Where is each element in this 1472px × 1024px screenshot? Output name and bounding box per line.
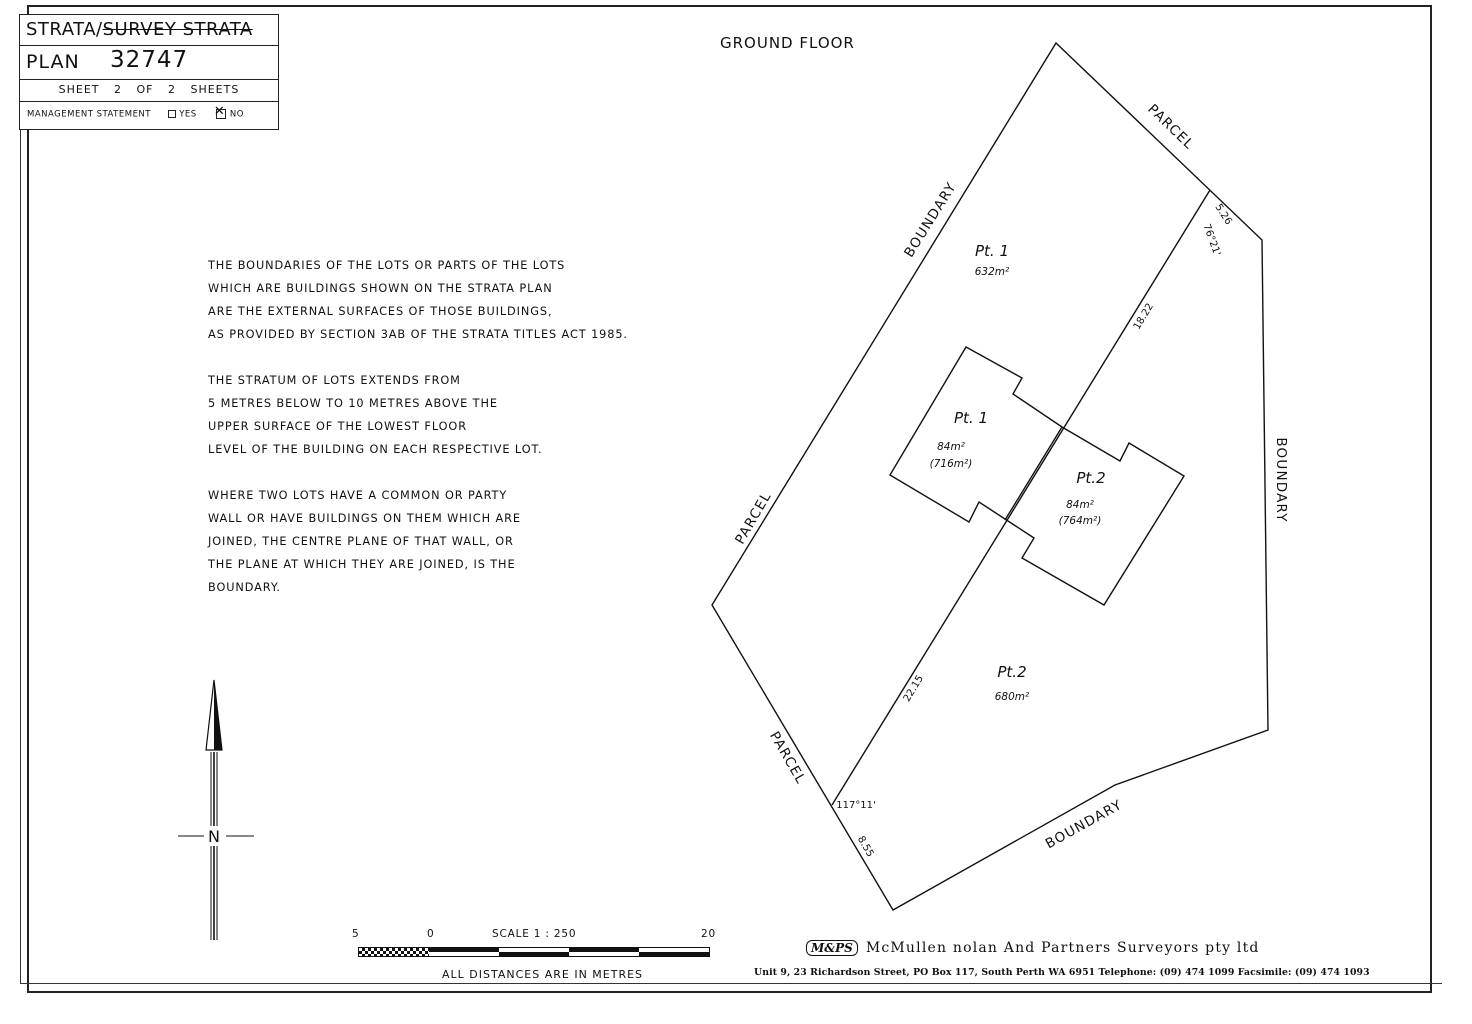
building-outline <box>890 347 1184 605</box>
pt2-land-label: Pt.2 <box>997 663 1027 681</box>
dim-18-22: 18.22 <box>1131 301 1156 332</box>
parcel-label-west: PARCEL <box>732 488 775 548</box>
note-boundaries: THE BOUNDARIES OF THE LOTS OR PARTS OF THE LOTS WHICH ARE BUILDINGS SHOWN ON THE STRATA PLAN ARE THE EXTERNAL SURFACES OF THOSE BUILDINGS, AS PROVIDED BY SECTION 3AB OF THE STRATA TITLES ACT 1985. <box>208 259 628 341</box>
scale-title: SCALE 1 : 250 <box>492 928 577 940</box>
yes-label: YES <box>179 109 197 120</box>
pt1-building-label: Pt. 1 <box>953 409 989 427</box>
parcel-label-sw: PARCEL <box>766 728 809 788</box>
pt1-land-area: 632m² <box>974 266 1010 278</box>
north-arrow <box>178 680 254 940</box>
scale-tick-20: 20 <box>701 928 716 940</box>
survey-strata-struck: SURVEY STRATA <box>102 19 253 40</box>
lot-division-line <box>832 190 1210 805</box>
parcel-label-ne: PARCEL <box>1144 101 1198 153</box>
dim-top-edge: 5.26 <box>1212 202 1234 227</box>
boundary-label-south: BOUNDARY <box>1042 796 1126 853</box>
pt1-building-total: (716m²) <box>929 458 973 470</box>
management-statement-label: MANAGEMENT STATEMENT <box>27 109 151 120</box>
units-note: ALL DISTANCES ARE IN METRES <box>442 968 644 981</box>
scale-tick-5: 5 <box>352 928 360 940</box>
pt1-land-label: Pt. 1 <box>974 242 1010 260</box>
pt1-building-area: 84m² <box>937 441 965 453</box>
surveyor-name: McMullen nolan And Partners Surveyors pty ltd <box>865 940 1260 956</box>
building-party-wall <box>1005 427 1062 520</box>
scale-graduation <box>358 947 710 957</box>
pt2-building-total: (764m²) <box>1058 515 1102 527</box>
plan-number: 32747 <box>110 47 189 73</box>
plan-label: PLAN <box>26 51 80 73</box>
pt2-land-area: 680m² <box>994 691 1030 703</box>
angle-bottom: 117°11' <box>836 800 876 811</box>
surveyor-firm <box>806 940 1260 956</box>
bearing-top: 76°21' <box>1200 222 1223 258</box>
dim-8-55: 8.55 <box>854 834 876 860</box>
sheet-count: SHEET 2 OF 2 SHEETS <box>58 83 240 96</box>
boundary-label-nw: BOUNDARY <box>901 179 961 261</box>
north-label: N <box>208 827 220 846</box>
pt2-building-label: Pt.2 <box>1076 469 1106 487</box>
strata-label: STRATA/ <box>26 19 103 40</box>
surveyor-address: Unit 9, 23 Richardson Street, PO Box 117, South Perth WA 6951 Telephone: (09) 474 1099 Facsimile: (09) 474 1093 <box>754 967 1370 978</box>
no-label: NO <box>229 109 244 120</box>
scale-tick-0: 0 <box>427 928 435 940</box>
boundary-label-east: BOUNDARY <box>1273 437 1289 523</box>
pt2-building-area: 84m² <box>1066 499 1094 511</box>
note-stratum: THE STRATUM OF LOTS EXTENDS FROM 5 METRES BELOW TO 10 METRES ABOVE THE UPPER SURFACE OF THE LOWEST FLOOR LEVEL OF THE BUILDING ON EACH RESPECTIVE LOT. <box>208 374 543 456</box>
note-common-wall: WHERE TWO LOTS HAVE A COMMON OR PARTY WALL OR HAVE BUILDINGS ON THEM WHICH ARE JOINED, THE CENTRE PLANE OF THAT WALL, OR THE PLANE AT WHICH THEY ARE JOINED, IS THE BOUNDARY. <box>208 489 521 594</box>
dim-22-15: 22.15 <box>901 673 926 704</box>
scale-bar <box>330 928 750 988</box>
surveyor-logo: M&PS <box>806 940 858 956</box>
floor-heading: GROUND FLOOR <box>720 34 855 52</box>
